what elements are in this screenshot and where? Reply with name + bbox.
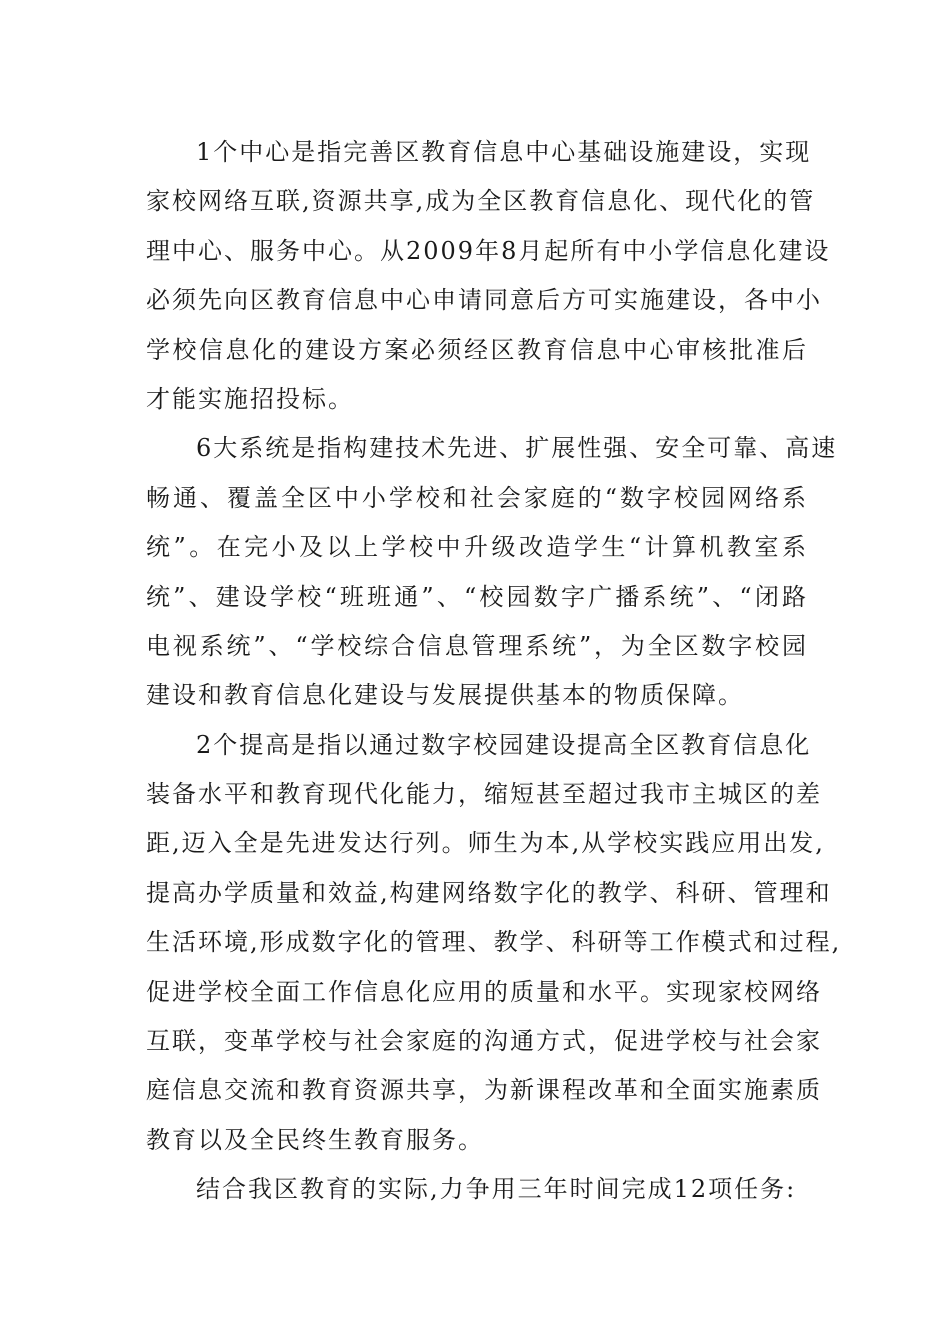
paragraph-1-line-5: 学校信息化的建设方案必须经区教育信息中心审核批准后 [146,335,808,364]
paragraph-3-line-4: 提高办学质量和效益,构建网络数字化的教学、科研、管理和 [146,878,832,907]
paragraph-3-line-1: 2个提高是指以通过数字校园建设提高全区教育信息化 [196,730,812,759]
paragraph-4-line-1: 结合我区教育的实际,力争用三年时间完成12项任务: [196,1175,797,1204]
paragraph-1-line-1: 1个中心是指完善区教育信息中心基础设施建设，实现 [196,138,812,166]
paragraph-2-line-4: 统”、建设学校“班班通”、“校园数字广播系统”、“闭路 [146,582,808,611]
paragraph-2-line-5: 电视系统”、“学校综合信息管理系统”，为全区数字校园 [146,631,808,660]
paragraph-3-line-7: 互联，变革学校与社会家庭的沟通方式，促进学校与社会家 [146,1027,822,1056]
paragraph-2-line-3: 统”。在完小及以上学校中升级改造学生“计算机教室系 [146,533,808,562]
paragraph-2-line-1: 6大系统是指构建技术先进、扩展性强、安全可靠、高速 [196,434,838,463]
paragraph-1-line-3: 理中心、服务中心。从2009年8月起所有中小学信息化建设 [146,236,831,265]
paragraph-3-line-5: 生活环境,形成数字化的管理、教学、科研等工作模式和过程, [146,928,842,957]
paragraph-3-line-2: 装备水平和教育现代化能力，缩短甚至超过我市主城区的差 [146,780,822,809]
paragraph-3-line-9: 教育以及全民终生教育服务。 [146,1125,484,1154]
paragraph-2-line-2: 畅通、覆盖全区中小学校和社会家庭的“数字校园网络系 [146,483,808,512]
paragraph-3-line-6: 促进学校全面工作信息化应用的质量和水平。实现家校网络 [146,977,822,1006]
body-text [146,128,842,1215]
paragraph-3-line-3: 距,迈入全是先进发达行列。师生为本,从学校实践应用出发, [146,829,825,858]
paragraph-3-line-8: 庭信息交流和教育资源共享，为新课程改革和全面实施素质 [146,1076,822,1105]
paragraph-2-line-6: 建设和教育信息化建设与发展提供基本的物质保障。 [146,681,744,710]
paragraph-1-line-2: 家校网络互联,资源共享,成为全区教育信息化、现代化的管 [146,187,816,216]
paragraph-1-line-4: 必须先向区教育信息中心申请同意后方可实施建设，各中小 [146,286,822,315]
paragraph-1-line-6: 才能实施招投标。 [146,384,354,413]
